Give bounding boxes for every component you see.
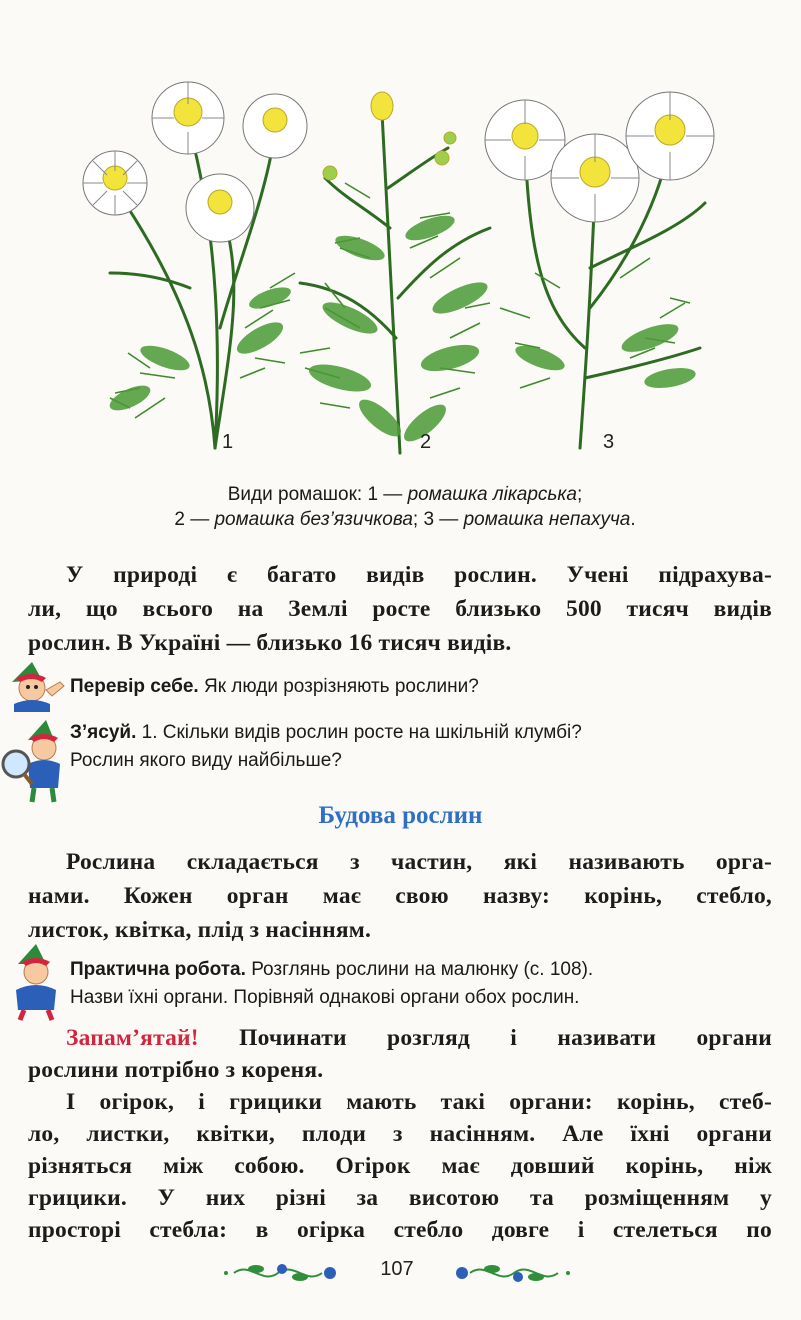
structure-paragraph-line: нами. Кожен орган має свою назву: корінь, стебло,	[28, 883, 772, 909]
section-heading: Будова рослин	[318, 802, 483, 829]
caption-species-3: ромашка непахуча	[463, 509, 631, 530]
gnome-mascot-icon	[2, 660, 68, 712]
check-yourself-label: Перевір себе.	[70, 676, 199, 697]
practical-work-line-2: Назви їхні органи. Порівняй однакові органи обох рослин.	[70, 987, 580, 1008]
practical-work-label: Практична робота.	[70, 959, 246, 980]
caption-species-2: ромашка без’язичкова	[214, 509, 413, 530]
comparison-paragraph-line: І огірок, і грицики мають такі органи: корінь, стеб-	[66, 1089, 772, 1115]
figure-label-2: 2	[420, 431, 432, 453]
remember-line-1	[66, 1025, 772, 1052]
figure-caption-line-2	[60, 509, 750, 531]
caption-intro: Види ромашок: 1 —	[227, 484, 408, 505]
comparison-paragraph-line: просторі стебла: в огірка стебло довге і стелеться по	[28, 1217, 772, 1243]
find-out-prompt-line-1	[70, 722, 772, 744]
caption-prefix-2: 2 —	[174, 509, 215, 530]
comparison-paragraph-line: грицики. У них різні за висотою та розміщенням у	[28, 1185, 772, 1211]
caption-end: .	[630, 509, 636, 530]
find-out-label: З’ясуй.	[70, 722, 137, 743]
figure-caption-line-1	[60, 484, 750, 506]
find-out-question-1: 1. Скільки видів рослин росте на шкільній клумбі?	[136, 722, 582, 743]
left-vine-ornament-icon	[224, 1264, 336, 1281]
page-number: 107	[380, 1258, 414, 1280]
caption-sep-2: ; 3 —	[412, 509, 464, 530]
caption-species-1: ромашка лікарська	[407, 484, 577, 505]
chamomile-drawing	[70, 78, 750, 458]
comparison-paragraph-line: ло, листки, квітки, плоди з насінням. Але їхні органи	[28, 1121, 772, 1147]
structure-paragraph-line: Рослина складається з частин, які називають орга-	[66, 849, 772, 875]
practical-work-task: Розглянь рослини на малюнку (с. 108).	[245, 959, 594, 980]
chamomile-species-illustration	[70, 78, 750, 458]
find-out-prompt-line-2: Рослин якого виду найбільше?	[70, 750, 342, 771]
intro-paragraph-line: ли, що всього на Землі росте близько 500 тисяч видів	[28, 596, 772, 622]
right-vine-ornament-icon	[456, 1265, 570, 1282]
figure-label-1: 1	[222, 431, 234, 453]
remember-text: Починати розгляд і називати органи	[198, 1025, 772, 1051]
check-yourself-prompt	[70, 676, 772, 698]
check-yourself-text: Як люди розрізняють рослини?	[198, 676, 479, 697]
remember-line-2: рослини потрібно з кореня.	[28, 1057, 324, 1083]
figure-label-3: 3	[603, 431, 615, 453]
remember-label: Запам’ятай!	[66, 1025, 199, 1051]
comparison-paragraph-line: різняться між собою. Огірок має довший корінь, ніж	[28, 1153, 772, 1179]
structure-paragraph-line: листок, квітка, плід з насінням.	[28, 917, 372, 943]
intro-paragraph-line: У природі є багато видів рослин. Учені підрахува-	[66, 562, 772, 588]
gnome-magnifier-icon	[0, 718, 70, 804]
intro-paragraph-line: рослин. В Україні — близько 16 тисяч видів.	[28, 630, 512, 656]
caption-sep-1: ;	[576, 484, 583, 505]
gnome-practical-icon	[4, 942, 66, 1022]
practical-work-line-1	[70, 959, 772, 981]
